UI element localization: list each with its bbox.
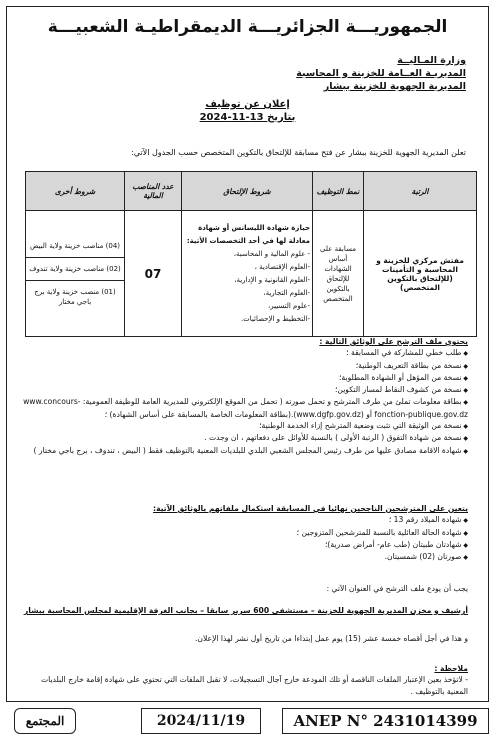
list-item: ◆ نسخة من شهادة التفوق ( الرتبة الأولى ) بالنسبة للأوائل على دفعاتهم ، ان وجدت . xyxy=(21,432,468,444)
posts-count-cell: 07 xyxy=(125,211,182,337)
condition-line: -العلوم القانونية و الإدارية، xyxy=(234,275,310,284)
announcement-date: بتاريخ 13-11-2024 xyxy=(199,112,296,123)
list-item: ◆ شهادة الاقامة مصادق عليها من طرف رئيس المجلس الشعبي البلدي للبلديات المعنية بالتوظيف فقط ( البيض ، تندوف ، برج باجي مختار ) xyxy=(21,445,468,457)
condition-line: حيازة شهادة الليسانس أو شهادة معادلة لها في أحد التخصصات الأتية: xyxy=(186,223,310,245)
condition-line: -التخطيط و الإحصائيات. xyxy=(240,314,310,323)
list-item: ◆ صورتان (02) شمسيتان. xyxy=(21,551,468,563)
note-text: - لاتؤخذ بعين الإعتبار الملفات الناقصة أو تلك المودعة خارج آجال التسجيلات، لا تقبل الملفات التي تحتوي على شهادة إقامة خارج البلديات المعنية بالتوظيف . xyxy=(40,675,468,696)
final-documents-section xyxy=(21,503,468,563)
rank-cell: مفتش مركزي للخزينة و المحاسبة و التأمينات (للإلتحاق بالتكوين المتخصص) xyxy=(364,211,477,337)
condition-line: -العلوم الإقتصادية ، xyxy=(254,262,310,271)
list-item: ◆ طلب خطي للمشاركة في المسابقة ؛ xyxy=(21,347,468,359)
documents-heading: يحتوي ملف الترشح على الوثائق التالية : xyxy=(319,337,468,346)
final-documents-heading: يتعين على المترشحين الناجحين نهائيا في المسابقة استكمال ملفاتهم بالوثائق الآتية: xyxy=(153,504,468,513)
directorate-regional-label: المديرية الجهوية للخزينة ببشار xyxy=(323,81,466,92)
list-item: ◆ نسخة من كشوف النقاط لمسار التكوين؛ xyxy=(21,384,468,396)
condition-line: - علوم المالية و المحاسبة، xyxy=(233,249,310,258)
publisher-logo: المجتمع xyxy=(14,708,76,734)
table-header-row xyxy=(26,172,477,211)
list-item: ◆ شهادة الحالة العائلية بالنسبة للمترشحين المتزوجين ؛ xyxy=(21,527,468,539)
deposit-deadline: و هذا في أجل أقصاه خمسة عشر (15) يوم عمل إبتداءا من تاريخ أول نشر لهذا الإعلان. xyxy=(195,634,468,643)
republic-title: الجمهوريـــة الجزائريـــة الديمقراطيـة الشعبيـــة xyxy=(47,17,448,37)
note-heading: ملاحظة : xyxy=(434,664,468,673)
table-row xyxy=(26,211,477,337)
announcement-intro: تعلن المديرية الجهوية للخزينة ببشار عن فتح مسابقة للإلتحاق بالتكوين المتخصص حسب الجدول الآتي: xyxy=(131,148,466,157)
conditions-cell xyxy=(182,211,313,337)
final-documents-list xyxy=(21,514,468,563)
table-header: الرتبة xyxy=(364,172,477,211)
list-item: ◆ نسخة من المؤهل أو الشهادة المطلوبة؛ xyxy=(21,372,468,384)
deposit-instruction: يجب أن يودع ملف الترشح في العنوان الآتي : xyxy=(326,584,468,593)
deposit-address: أرشيف و مخزن المديرية الجهوية للخزينة – مستشفى 600 سرير سابقا – بجانب الغرفة الإقليمية لمجلس المحاسبة ببشار xyxy=(23,606,468,615)
other-conditions-cell xyxy=(26,211,125,337)
table-header: شروط الإلتحاق xyxy=(182,172,313,211)
location-item: (01) منصب خزينة ولاية برج باجي مختار xyxy=(34,287,116,306)
documents-section xyxy=(21,336,468,457)
note-section xyxy=(21,663,468,697)
ministry-label: وزارة المـاليــة xyxy=(397,55,466,66)
location-item: (04) مناصب خزينة ولاية البيض xyxy=(26,235,124,258)
announcement-page xyxy=(6,6,489,702)
directorate-general-label: المديريـة العــامة للخزينة و المحاسبة xyxy=(296,68,466,79)
condition-line: -علوم التسيير، xyxy=(268,301,310,310)
location-item: (02) مناصب خزينة ولاية تندوف xyxy=(26,258,124,281)
anep-number: ANEP N° 2431014399 xyxy=(282,708,489,734)
documents-list xyxy=(21,347,468,457)
list-item: ◆ نسخة من بطاقة التعريف الوطنية؛ xyxy=(21,360,468,372)
list-item: ◆ شهادة الميلاد رقم 13 ؛ xyxy=(21,514,468,526)
table-header: شروط أخرى xyxy=(26,172,125,211)
table-header: عدد المناصب المالية xyxy=(125,172,182,211)
announcement-title: إعلان عن توظيف xyxy=(205,99,290,110)
footer xyxy=(6,708,489,736)
publication-date: 2024/11/19 xyxy=(141,708,261,734)
recruitment-table xyxy=(25,171,477,337)
mode-cell: مسابقة على أساس الشهادات للإلتحاق بالتكوين المتخصص xyxy=(313,211,364,337)
list-item: ◆ نسخة من الوثيقة التي تثبت وضعية المترشح إزاء الخدمة الوطنية؛ xyxy=(21,420,468,432)
list-item: ◆ شهادتان طبيتان (طب عام- أمراض صدرية)؛ xyxy=(21,539,468,551)
list-item: ◆ بطاقة معلومات تملئ من طرف المترشح و تحمل صورته ( تحمل من الموقع الإلكتروني للمديرية العامة للوظيفة العمومية: www.concours-fonction-publique.gov.dz أو (www.dgfp.gov.dz).(بطاقة المعلومات الخاصة بالمسابقة على أساس الشهادة) ؛ xyxy=(21,396,468,420)
condition-line: -العلوم التجارية، xyxy=(263,288,310,297)
table-header: نمط التوظيف xyxy=(313,172,364,211)
